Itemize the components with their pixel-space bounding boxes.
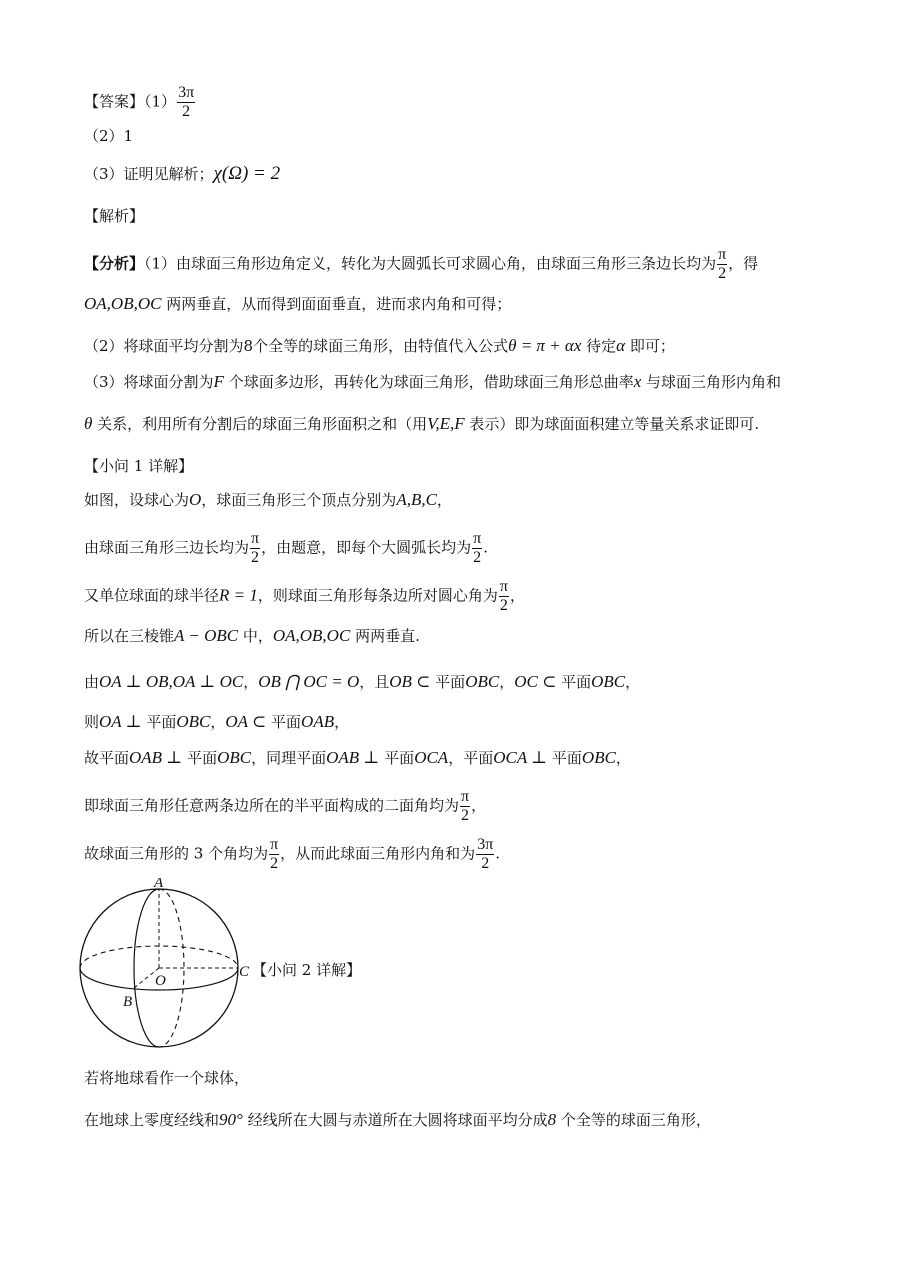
q1-line-5 [84,672,640,692]
math-expression: OA,OB,OC [84,294,162,313]
math-expression: A − OBC [174,626,239,645]
analysis-line-4 [84,372,781,392]
analysis-text: ，得 [728,254,759,273]
math-expression: OCA [414,748,449,767]
math-expression: OAB [301,712,335,731]
answer-line-3 [84,164,280,184]
q1-text: ，则球面三角形每条边所对圆心角为 [257,586,498,605]
meridian-front-arc [134,889,159,1047]
q1-text: 平面 [556,673,592,691]
fraction-denominator: 2 [473,549,482,566]
fraction-numerator: 3π [178,84,195,101]
q1-text: 故平面 [84,749,130,767]
fraction-numerator: π [461,788,470,805]
q1-line-3 [84,578,525,615]
fraction-denominator: 2 [718,265,727,282]
analysis-label: 【解析】 [84,207,145,225]
q1-line-9 [84,836,500,873]
analysis-text: 即可； [625,337,675,355]
fraction-denominator: 2 [461,807,470,824]
fraction-numerator: π [718,246,727,263]
q2-label: 【小问 2 详解】 [252,961,362,979]
math-symbol: x [633,372,642,391]
q1-text: . [495,844,501,863]
q1-text: ，从而此球面三角形内角和为 [280,844,476,863]
answer-line-1 [84,84,196,121]
analysis-line-2 [84,294,511,314]
fraction-numerator: π [270,836,279,853]
q1-text: ， [471,796,487,815]
q1-text: 平面 [266,713,302,731]
q1-text: 即球面三角形任意两条边所在的半平面构成的二面角均为 [84,796,460,815]
math-expression: OC ⊂ [514,672,557,691]
q1-line-2 [84,530,488,567]
math-expression: OAB ⊥ [129,748,183,767]
q1-text: 中， [238,627,273,645]
label-o: O [155,973,166,989]
three-pi-over-2-fraction [476,836,494,873]
math-expression: OA ⊥ [99,712,142,731]
q1-text: 则 [84,713,100,731]
math-expression: OBC [581,748,616,767]
analysis-text: 与球面三角形内角和 [641,373,782,391]
analysis-text: 待定 [581,337,617,355]
analysis-text: （1）由球面三角形边角定义，转化为大圆弧长可求圆心角，由球面三角形三条边长均为 [144,254,717,273]
analysis-line-5 [84,414,759,434]
q1-text: ， [436,491,452,509]
q1-text: 由 [84,673,100,691]
label-b: B [123,994,133,1010]
math-expression: OCA ⊥ [493,748,548,767]
q1-text: 平面 [182,749,218,767]
q1-line-1 [84,490,452,510]
q1-text: 两两垂直. [350,627,420,645]
pi-over-2-fraction [717,246,727,283]
analysis-tag: 【分析】 [84,254,145,273]
math-expression: OBC [176,712,211,731]
q1-text: 故球面三角形的 3 个角均为 [84,844,269,863]
analysis-text: （3）将球面分割为 [84,373,214,391]
q1-text: 所以在三棱锥 [84,627,175,645]
fraction-numerator: π [499,578,508,595]
math-expression: 90° [219,1110,243,1129]
q2-line-2 [84,1110,711,1130]
fraction-numerator: π [473,530,482,547]
analysis-line-3 [84,336,675,356]
q1-line-7 [84,748,631,768]
analysis-line-1 [84,246,758,283]
fraction-denominator: 2 [182,103,191,120]
q1-text: 平面 [547,749,582,767]
pi-over-2-fraction [460,788,470,825]
q1-text: ， [243,673,259,691]
answer-label: 【答案】 [84,92,145,111]
fraction-numerator: 3π [477,836,494,853]
answer-part3-label: （3）证明见解析； [84,165,214,183]
q1-text: ， [499,673,515,691]
math-expression: OBC [591,672,626,691]
math-expression: OB ⋂ OC = O [258,672,360,691]
q1-text: 如图，设球心为 [84,491,190,509]
sphere-figure [72,878,252,1058]
q2-text: 个全等的球面三角形， [556,1111,711,1129]
math-expression: A,B,C [396,490,437,509]
math-expression: OBC [217,748,252,767]
fraction-denominator: 2 [481,855,490,872]
math-expression: OAB ⊥ [326,748,380,767]
label-a: A [154,878,164,891]
analysis-text: 两两垂直，从而得到面面垂直，进而求内角和可得； [161,295,512,313]
fraction-denominator: 2 [251,549,260,566]
fraction-denominator: 2 [270,855,279,872]
math-symbol: α [616,336,626,355]
math-expression: 8 [547,1110,557,1129]
analysis-text: 关系，利用所有分割后的球面三角形面积之和（用 [92,415,428,433]
q1-text: ，球面三角形三个顶点分别为 [201,491,397,509]
analysis-text: 个球面多边形，再转化为球面三角形，借助球面三角形总曲率 [223,373,634,391]
math-expression: OA,OB,OC [272,626,351,645]
q1-text: 平面 [141,713,177,731]
fraction-numerator: π [251,530,260,547]
q1-text: ， [509,586,525,605]
q1-text: . [483,538,488,557]
answer-line-2: （2）1 [84,127,134,145]
q1-text: 平面 [379,749,415,767]
q1-line-6 [84,712,349,732]
q1-text: 平面 [430,673,466,691]
analysis-text: 表示）即为球面面积建立等量关系求证即可. [464,415,760,433]
answer-part1-fraction [177,84,195,121]
q2-text: 经线所在大圆与赤道所在大圆将球面平均分成 [242,1111,548,1129]
q1-text: ，同理平面 [251,749,327,767]
q1-text: ，平面 [448,749,494,767]
q1-line-8 [84,788,486,825]
answer-part1-label: （1） [144,92,177,111]
answer-part3-formula: χ(Ω) = 2 [213,163,281,184]
math-expression: OA ⊂ [225,712,267,731]
label-c: C [239,964,250,980]
math-expression: OA ⊥ OB,OA ⊥ OC [99,672,244,691]
pi-over-2-fraction [269,836,279,873]
math-symbol: O [189,490,202,509]
math-expression: V,E,F [427,414,465,433]
math-symbol: F [213,372,224,391]
q1-text: ， [625,673,641,691]
q1-text: ， [334,713,350,731]
q1-label: 【小问 1 详解】 [84,457,194,475]
q1-line-4 [84,626,420,646]
q1-text: 又单位球面的球半径 [84,586,220,605]
math-formula: θ = π + αx [508,336,582,355]
pi-over-2-fraction [250,530,260,567]
math-expression: OBC [465,672,500,691]
pi-over-2-fraction [472,530,482,567]
math-expression: R = 1 [219,585,258,605]
fraction-denominator: 2 [499,597,508,614]
analysis-text: （2）将球面平均分割为8个全等的球面三角形，由特值代入公式 [84,337,509,355]
q1-text: 由球面三角形三边长均为 [84,538,250,557]
q2-text: 在地球上零度经线和 [84,1111,220,1129]
math-symbol: θ [84,414,93,433]
pi-over-2-fraction [499,578,509,615]
math-expression: OB ⊂ [389,672,431,691]
q1-text: ，且 [359,673,390,691]
q1-text: ， [210,713,226,731]
q1-text: ，由题意，即每个大圆弧长均为 [261,538,472,557]
q2-line-1: 若将地球看作一个球体， [84,1069,250,1087]
q1-text: ， [615,749,631,767]
